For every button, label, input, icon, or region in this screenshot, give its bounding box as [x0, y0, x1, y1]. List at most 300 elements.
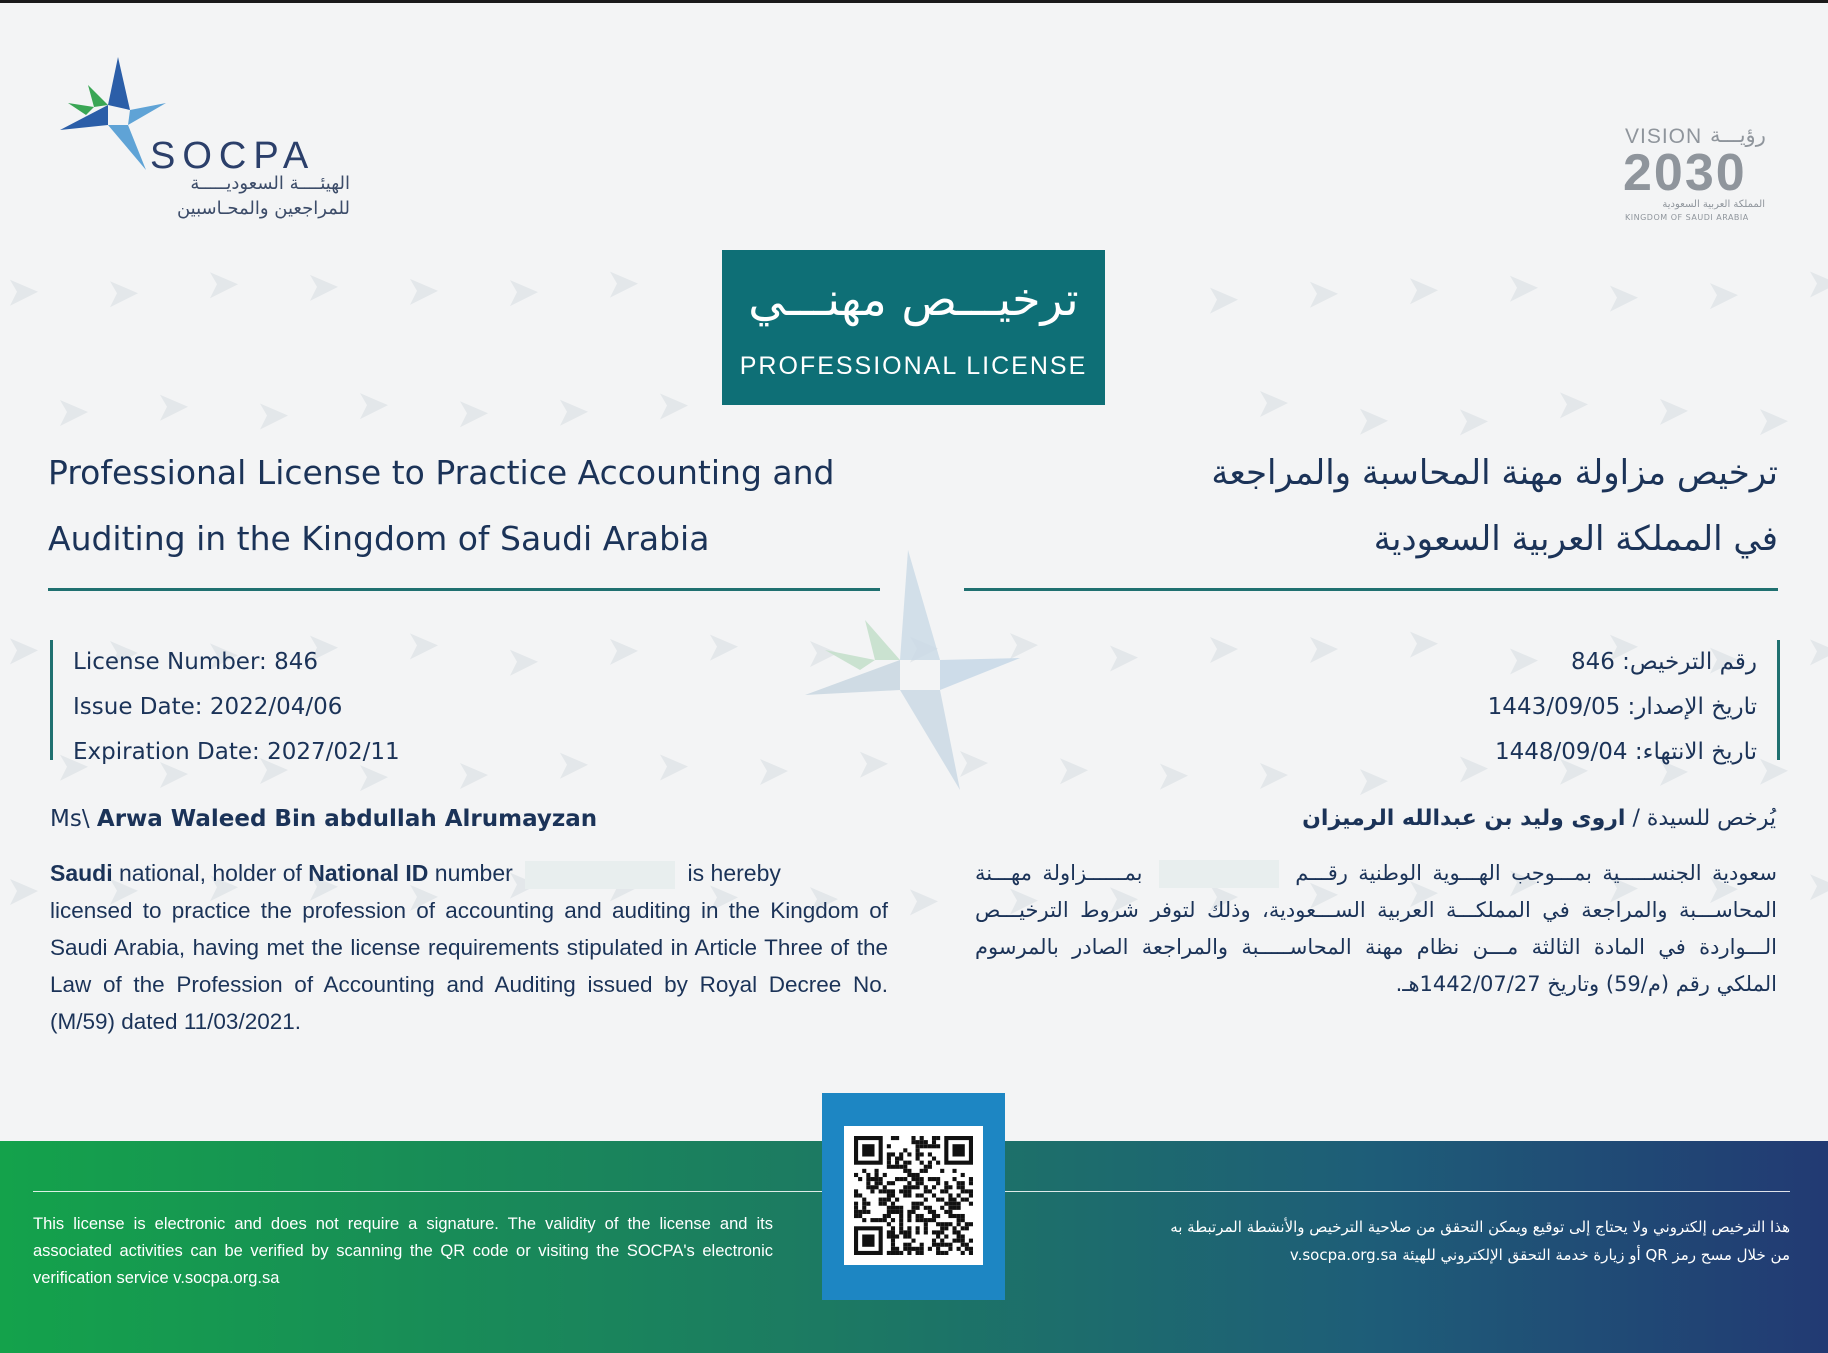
qr-module — [916, 1226, 920, 1230]
qr-module — [969, 1251, 973, 1255]
qr-module — [965, 1243, 969, 1247]
qr-module — [854, 1210, 858, 1214]
qr-module — [920, 1243, 924, 1247]
vision-subtitle-en: KINGDOM OF SAUDI ARABIA — [1625, 213, 1749, 222]
qr-module — [907, 1210, 911, 1214]
background-arrow — [1260, 391, 1288, 417]
qr-module — [903, 1177, 907, 1181]
vision-subtitle-ar: المملكة العربية السعودية — [1662, 199, 1765, 210]
qr-module — [907, 1251, 911, 1255]
qr-module — [887, 1234, 891, 1238]
qr-module — [952, 1230, 956, 1234]
qr-module — [870, 1177, 874, 1181]
statement-en-part1: national, holder of — [119, 860, 302, 886]
qr-module — [875, 1169, 879, 1173]
qr-module — [879, 1198, 883, 1202]
qr-module — [932, 1177, 936, 1181]
qr-module — [911, 1247, 915, 1251]
qr-module — [961, 1218, 965, 1222]
qr-module — [948, 1202, 952, 1206]
qr-module — [920, 1251, 924, 1255]
background-arrow — [660, 754, 688, 780]
qr-module — [932, 1239, 936, 1243]
background-arrow — [1160, 764, 1188, 790]
qr-module — [957, 1239, 961, 1243]
qr-module — [957, 1234, 961, 1238]
statement-en-part2: number — [434, 860, 513, 886]
qr-module — [932, 1230, 936, 1234]
qr-module — [891, 1152, 895, 1156]
qr-module — [895, 1251, 899, 1255]
background-arrow — [1210, 288, 1238, 314]
qr-module — [870, 1189, 874, 1193]
qr-module — [879, 1177, 883, 1181]
qr-module — [895, 1198, 899, 1202]
qr-module — [903, 1230, 907, 1234]
qr-module — [928, 1161, 932, 1165]
qr-module — [887, 1251, 891, 1255]
qr-module — [940, 1226, 944, 1230]
qr-module — [936, 1161, 940, 1165]
qr-module — [907, 1214, 911, 1218]
background-arrow — [1460, 409, 1488, 435]
qr-module — [887, 1189, 891, 1193]
qr-module — [899, 1210, 903, 1214]
national-id-redacted-ar — [1159, 860, 1279, 888]
qr-module — [924, 1189, 928, 1193]
qr-module — [940, 1189, 944, 1193]
qr-module — [916, 1251, 920, 1255]
qr-module — [883, 1189, 887, 1193]
qr-module — [961, 1251, 965, 1255]
qr-module — [944, 1189, 948, 1193]
qr-module — [899, 1152, 903, 1156]
holder-prefix-en: Ms\ — [50, 806, 90, 832]
qr-module — [969, 1189, 973, 1193]
qr-module — [879, 1218, 883, 1222]
qr-module — [920, 1181, 924, 1185]
background-arrow — [510, 280, 538, 306]
qr-module — [858, 1177, 862, 1181]
footer-ar-line1: هذا الترخيص إلكتروني ولا يحتاج إلى توقيع ويمكن التحقق من صلاحية الترخيص والأنشطة المرتبطة به — [1170, 1218, 1790, 1236]
qr-module — [891, 1193, 895, 1197]
background-arrow — [160, 395, 188, 421]
qr-module — [887, 1230, 891, 1234]
statement-ar-part1: سعودية الجنســـــية بمـــوجب الهـــوية الوطنية رقـــم — [1295, 861, 1777, 885]
background-arrow — [910, 889, 938, 915]
background-arrow — [1210, 637, 1238, 663]
badge-title-en: PROFESSIONAL LICENSE — [739, 352, 1088, 380]
qr-module — [948, 1206, 952, 1210]
background-arrow — [260, 403, 288, 429]
qr-module — [924, 1218, 928, 1222]
socpa-logo — [58, 55, 358, 235]
qr-module — [932, 1157, 936, 1161]
qr-module — [858, 1210, 862, 1214]
qr-finder-center — [952, 1144, 964, 1156]
qr-module — [936, 1243, 940, 1247]
qr-module — [965, 1198, 969, 1202]
qr-module — [891, 1165, 895, 1169]
qr-module — [916, 1206, 920, 1210]
qr-module — [936, 1144, 940, 1148]
qr-module — [957, 1202, 961, 1206]
divider-left — [48, 588, 880, 591]
qr-module — [920, 1193, 924, 1197]
background-arrow — [1760, 759, 1788, 785]
qr-module — [940, 1230, 944, 1234]
logo-arabic-line1: الهيئــــة السعوديـــــة — [190, 173, 350, 194]
qr-module — [948, 1214, 952, 1218]
qr-module — [965, 1247, 969, 1251]
qr-module — [854, 1173, 858, 1177]
qr-module — [875, 1181, 879, 1185]
qr-module — [940, 1206, 944, 1210]
qr-module — [907, 1161, 911, 1165]
title-en-line2: Auditing in the Kingdom of Saudi Arabia — [48, 519, 710, 558]
qr-module — [957, 1181, 961, 1185]
qr-module — [858, 1193, 862, 1197]
holder-name-english — [50, 806, 597, 832]
qr-module — [948, 1193, 952, 1197]
qr-module — [903, 1169, 907, 1173]
qr-module — [952, 1206, 956, 1210]
qr-module — [879, 1189, 883, 1193]
qr-module — [924, 1230, 928, 1234]
qr-code-panel[interactable] — [822, 1093, 1005, 1300]
background-arrow — [460, 401, 488, 427]
qr-module — [854, 1206, 858, 1210]
qr-module — [969, 1181, 973, 1185]
background-arrow — [610, 639, 638, 665]
qr-module — [936, 1247, 940, 1251]
qr-module — [928, 1165, 932, 1169]
vision-2030-logo — [1615, 125, 1775, 225]
qr-module — [957, 1218, 961, 1222]
qr-module — [907, 1218, 911, 1222]
qr-module — [903, 1247, 907, 1251]
footer-note-english: This license is electronic and does not require a signature. The validity of the license and its associated activities can be verified by scanning the QR code or visiting the SOCPA's electronic verification service v.socpa.org.sa — [33, 1215, 773, 1287]
qr-module — [924, 1144, 928, 1148]
qr-module — [965, 1226, 969, 1230]
qr-module — [866, 1173, 870, 1177]
qr-module — [891, 1243, 895, 1247]
background-arrow — [110, 281, 138, 307]
qr-module — [911, 1173, 915, 1177]
qr-module — [961, 1173, 965, 1177]
background-arrow — [310, 275, 338, 301]
qr-module — [916, 1144, 920, 1148]
qr-module — [936, 1222, 940, 1226]
qr-module — [866, 1181, 870, 1185]
qr-module — [920, 1169, 924, 1173]
qr-module — [952, 1239, 956, 1243]
qr-module — [895, 1177, 899, 1181]
qr-module — [924, 1140, 928, 1144]
title-en-line1: Professional License to Practice Accounting and — [48, 453, 835, 492]
qr-module — [899, 1206, 903, 1210]
qr-module — [916, 1202, 920, 1206]
issue-date-ar: تاريخ الإصدار: 1443/09/05 — [1487, 694, 1757, 720]
issue-date-en: Issue Date: 2022/04/06 — [73, 694, 343, 720]
qr-module — [883, 1202, 887, 1206]
qr-module — [907, 1152, 911, 1156]
qr-module — [944, 1210, 948, 1214]
qr-module — [907, 1226, 911, 1230]
qr-module — [920, 1161, 924, 1165]
qr-module — [899, 1226, 903, 1230]
qr-module — [895, 1161, 899, 1165]
qr-module — [924, 1169, 928, 1173]
qr-module — [870, 1185, 874, 1189]
background-arrow — [1560, 392, 1588, 418]
qr-module — [907, 1234, 911, 1238]
qr-module — [957, 1222, 961, 1226]
license-info-english — [50, 640, 470, 765]
qr-module — [969, 1177, 973, 1181]
title-ar-line2: في المملكة العربية السعودية — [1373, 519, 1778, 559]
qr-module — [875, 1185, 879, 1189]
qr-module — [866, 1202, 870, 1206]
background-arrow — [1760, 409, 1788, 435]
qr-module — [866, 1210, 870, 1214]
qr-module — [920, 1144, 924, 1148]
badge-title-ar: ترخيـــص مهنـــي — [748, 272, 1079, 326]
background-arrow — [410, 279, 438, 305]
statement-en-body: licensed to practice the profession of accounting and auditing in the Kingdom of Saudi Arabia, having met the license requirements stipulated in Article Three of the Law of the Profession of Accounting and Auditing issued by Royal Decree No. (M/59) dated 11/03/2021. — [50, 898, 888, 1034]
qr-module — [907, 1230, 911, 1234]
qr-module — [887, 1214, 891, 1218]
qr-module — [928, 1247, 932, 1251]
qr-module — [895, 1234, 899, 1238]
qr-module — [891, 1226, 895, 1230]
qr-module — [887, 1222, 891, 1226]
background-arrow — [510, 650, 538, 676]
background-arrow — [760, 759, 788, 785]
qr-module — [924, 1198, 928, 1202]
background-arrow — [1810, 639, 1828, 665]
statement-en-part3: is hereby — [687, 860, 781, 886]
divider-right — [964, 588, 1778, 591]
license-statement-english — [50, 855, 888, 1040]
qr-module — [862, 1210, 866, 1214]
qr-module — [932, 1136, 936, 1140]
qr-module — [862, 1206, 866, 1210]
qr-module — [957, 1185, 961, 1189]
qr-module — [961, 1198, 965, 1202]
qr-module — [899, 1214, 903, 1218]
qr-module — [907, 1173, 911, 1177]
qr-module — [952, 1169, 956, 1173]
qr-module — [948, 1247, 952, 1251]
qr-module — [903, 1185, 907, 1189]
top-border — [0, 0, 1828, 3]
qr-module — [891, 1247, 895, 1251]
qr-module — [887, 1181, 891, 1185]
qr-code[interactable] — [844, 1126, 983, 1265]
qr-module — [924, 1226, 928, 1230]
expiration-date-ar: تاريخ الانتهاء: 1448/09/04 — [1495, 739, 1757, 765]
vision-label: VISION — [1625, 125, 1703, 148]
qr-module — [940, 1169, 944, 1173]
qr-module — [891, 1230, 895, 1234]
qr-module — [899, 1251, 903, 1255]
qr-module — [862, 1169, 866, 1173]
qr-module — [916, 1173, 920, 1177]
qr-module — [911, 1206, 915, 1210]
qr-module — [924, 1206, 928, 1210]
qr-module — [887, 1144, 891, 1148]
qr-module — [883, 1218, 887, 1222]
qr-module — [916, 1177, 920, 1181]
license-statement-arabic — [975, 855, 1777, 1003]
qr-module — [957, 1214, 961, 1218]
qr-module — [891, 1239, 895, 1243]
qr-module — [911, 1185, 915, 1189]
qr-module — [961, 1226, 965, 1230]
qr-module — [907, 1243, 911, 1247]
qr-module — [969, 1247, 973, 1251]
qr-module — [944, 1181, 948, 1185]
qr-module — [920, 1202, 924, 1206]
qr-module — [969, 1193, 973, 1197]
logo-wordmark: SOCPA — [150, 135, 316, 177]
qr-module — [961, 1185, 965, 1189]
qr-module — [969, 1202, 973, 1206]
qr-module — [891, 1210, 895, 1214]
qr-module — [940, 1239, 944, 1243]
qr-module — [928, 1218, 932, 1222]
qr-module — [887, 1161, 891, 1165]
holder-name-en: Arwa Waleed Bin abdullah Alrumayzan — [96, 806, 598, 832]
qr-module — [961, 1214, 965, 1218]
qr-module — [916, 1218, 920, 1222]
qr-module — [928, 1189, 932, 1193]
background-arrow — [610, 272, 638, 298]
qr-module — [916, 1247, 920, 1251]
qr-module — [887, 1206, 891, 1210]
qr-module — [903, 1234, 907, 1238]
license-info-arabic — [1380, 640, 1780, 765]
qr-module — [920, 1140, 924, 1144]
qr-module — [895, 1157, 899, 1161]
title-english — [48, 440, 888, 572]
qr-module — [891, 1189, 895, 1193]
qr-module — [875, 1177, 879, 1181]
qr-module — [883, 1214, 887, 1218]
qr-module — [887, 1165, 891, 1169]
qr-module — [920, 1214, 924, 1218]
qr-module — [887, 1210, 891, 1214]
qr-module — [883, 1173, 887, 1177]
qr-module — [944, 1222, 948, 1226]
background-arrow — [10, 280, 38, 306]
qr-module — [948, 1185, 952, 1189]
qr-module — [944, 1251, 948, 1255]
holder-name-arabic — [1100, 806, 1776, 831]
qr-module — [899, 1222, 903, 1226]
national-id-label-en: National ID — [308, 860, 429, 886]
qr-module — [932, 1243, 936, 1247]
qr-module — [903, 1148, 907, 1152]
qr-module — [944, 1243, 948, 1247]
qr-module — [952, 1177, 956, 1181]
qr-module — [916, 1181, 920, 1185]
qr-module — [952, 1226, 956, 1230]
license-number-ar: رقم الترخيص: 846 — [1570, 649, 1757, 675]
qr-module — [920, 1136, 924, 1140]
qr-module — [866, 1177, 870, 1181]
qr-module — [870, 1218, 874, 1222]
background-arrow — [710, 635, 738, 661]
qr-module — [920, 1218, 924, 1222]
qr-module — [936, 1198, 940, 1202]
background-arrow — [10, 879, 38, 905]
qr-finder-center — [862, 1144, 874, 1156]
background-arrow — [1310, 282, 1338, 308]
qr-module — [907, 1185, 911, 1189]
qr-module — [932, 1193, 936, 1197]
qr-module — [916, 1230, 920, 1234]
background-arrow — [1510, 276, 1538, 302]
qr-module — [928, 1144, 932, 1148]
statement-ar-part2: بمــــــزاولة مهـــنة المحاســـبة والمراجعة في المملكـــة العربية الســـعودية، وذلك لتوفر شروط الترخيـــص الـــواردة في المادة الثالثة مـــن نظام مهنة المحاســـــبة والمراجعة الصادر بالمرسوم الملكي رقم (م/59) وتاريخ 1442/07/27هـ. — [975, 861, 1777, 996]
qr-module — [920, 1177, 924, 1181]
qr-module — [891, 1202, 895, 1206]
qr-module — [887, 1152, 891, 1156]
qr-module — [895, 1206, 899, 1210]
qr-module — [940, 1243, 944, 1247]
qr-module — [961, 1234, 965, 1238]
qr-module — [944, 1226, 948, 1230]
qr-module — [899, 1189, 903, 1193]
qr-module — [862, 1202, 866, 1206]
qr-module — [903, 1165, 907, 1169]
qr-module — [916, 1193, 920, 1197]
qr-module — [936, 1136, 940, 1140]
background-arrow — [10, 638, 38, 664]
qr-module — [965, 1222, 969, 1226]
background-arrow — [560, 400, 588, 426]
qr-module — [916, 1214, 920, 1218]
background-arrow — [1060, 758, 1088, 784]
logo-arabic-line2: للمراجعين والمحـاسبين — [176, 198, 350, 219]
qr-finder-center — [862, 1234, 874, 1246]
qr-module — [895, 1165, 899, 1169]
background-arrow — [60, 400, 88, 426]
qr-module — [932, 1185, 936, 1189]
qr-module — [924, 1165, 928, 1169]
qr-module — [899, 1165, 903, 1169]
qr-module — [891, 1206, 895, 1210]
qr-module — [883, 1198, 887, 1202]
qr-module — [891, 1234, 895, 1238]
qr-module — [920, 1152, 924, 1156]
qr-module — [887, 1157, 891, 1161]
background-arrow — [1710, 283, 1738, 309]
qr-module — [969, 1239, 973, 1243]
background-arrow — [1310, 637, 1338, 663]
qr-module — [883, 1185, 887, 1189]
qr-module — [936, 1230, 940, 1234]
background-arrow — [660, 394, 688, 420]
qr-module — [957, 1193, 961, 1197]
qr-module — [854, 1202, 858, 1206]
qr-module — [903, 1243, 907, 1247]
qr-code-icon — [854, 1136, 973, 1255]
qr-module — [932, 1218, 936, 1222]
license-number-en: License Number: 846 — [73, 649, 318, 675]
